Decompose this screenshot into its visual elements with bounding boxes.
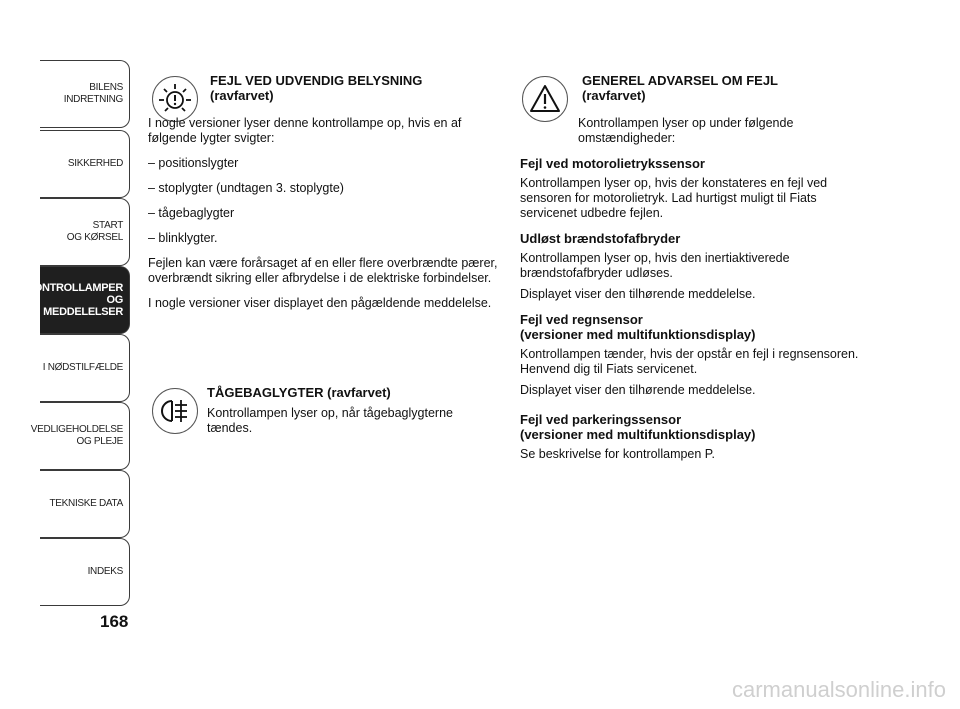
subheading: Udløst brændstofafbryder [520, 231, 681, 246]
tab-nodstilfaelde[interactable] [40, 334, 130, 402]
subheading: Fejl ved regnsensor [520, 312, 643, 327]
tab-label: VEDLIGEHOLDELSE OG PLEJE [30, 424, 123, 447]
subheading: Fejl ved parkeringssensor [520, 412, 682, 427]
section-general-warning-header [582, 73, 862, 103]
rear-fog-light-icon [152, 388, 198, 434]
page-number: 168 [100, 612, 129, 631]
section-subtitle: (ravfarvet) [210, 88, 274, 103]
paragraph: Fejlen kan være forårsaget af en eller flere overbrændte pærer, overbrændt sikring eller afbrydelse i de elektriske forbindelser. [148, 256, 498, 285]
tab-label: INDEKS [87, 566, 123, 577]
paragraph-text: Se beskrivelse for kontrollampen P. [520, 447, 716, 461]
tab-label: BILENS INDRETNING [63, 82, 123, 105]
subheading: Fejl ved motorolietrykssensor [520, 156, 705, 171]
tab-indeks[interactable] [40, 538, 130, 606]
section-title: TÅGEBAGLYGTER (ravfarvet) [207, 385, 391, 400]
tab-tekniske-data[interactable] [40, 470, 130, 538]
intro-text [148, 116, 498, 146]
section-exterior-light-body [148, 116, 498, 311]
paragraph: Displayet viser den tilhørende meddelelse. [520, 383, 756, 397]
subheading-note: (versioner med multifunktionsdisplay) [520, 427, 756, 442]
tab-sikkerhed[interactable] [40, 130, 130, 198]
section-title: GENEREL ADVARSEL OM FEJL [582, 73, 778, 88]
section-subtitle: (ravfarvet) [582, 88, 646, 103]
tab-start-og-korsel[interactable] [40, 198, 130, 266]
section-exterior-light-header [210, 73, 500, 103]
list-item: – blinklygter. [148, 231, 218, 245]
paragraph: I nogle versioner viser displayet den pågældende meddelelse. [148, 296, 492, 310]
paragraph: Displayet viser den tilhørende meddelelse. [520, 287, 756, 301]
paragraph: Kontrollampen lyser op, hvis den inertiaktiverede brændstofafbryder udløses. [520, 251, 790, 280]
tab-bilens-indretning[interactable] [40, 60, 130, 128]
section-general-warning-body [520, 116, 865, 462]
tab-label: TEKNISKE DATA [49, 498, 123, 509]
watermark: carmanualsonline.info [731, 677, 946, 702]
list-item: – tågebaglygter [148, 206, 235, 220]
tab-label: START OG KØRSEL [66, 220, 123, 243]
tab-label: KONTROLLAMPER OG MEDDELELSER [26, 282, 123, 318]
paragraph: Kontrollampen lyser op, når tågebaglygterne tændes. [207, 406, 453, 435]
tab-vedligeholdelse[interactable] [30, 402, 130, 470]
subheading-note: (versioner med multifunktionsdisplay) [520, 327, 756, 342]
section-rear-fog [207, 385, 497, 436]
tab-label: I NØDSTILFÆLDE [42, 362, 123, 373]
paragraph [520, 447, 865, 462]
tab-label: SIKKERHED [67, 158, 123, 169]
section-title: FEJL VED UDVENDIG BELYSNING [210, 73, 423, 88]
tab-kontrollamper[interactable] [26, 266, 130, 334]
intro-text-content: I nogle versioner lyser denne kontrollampe op, hvis en af følgende lygter svigter: [148, 116, 462, 145]
intro-text: Kontrollampen lyser op under følgende omstændigheder: [578, 116, 794, 145]
paragraph: Kontrollampen tænder, hvis der opstår en fejl i regnsensoren. Henvend dig til Fiats servicenet. [520, 347, 859, 376]
list-item: – stoplygter (undtagen 3. stoplygte) [148, 181, 344, 195]
paragraph: Kontrollampen lyser op, hvis der konstateres en fejl ved sensoren for motorolietryk. Lad hurtigst muligt til Fiats servicenet udbedre fejlen. [520, 176, 828, 220]
list-item: – positionslygter [148, 156, 239, 170]
